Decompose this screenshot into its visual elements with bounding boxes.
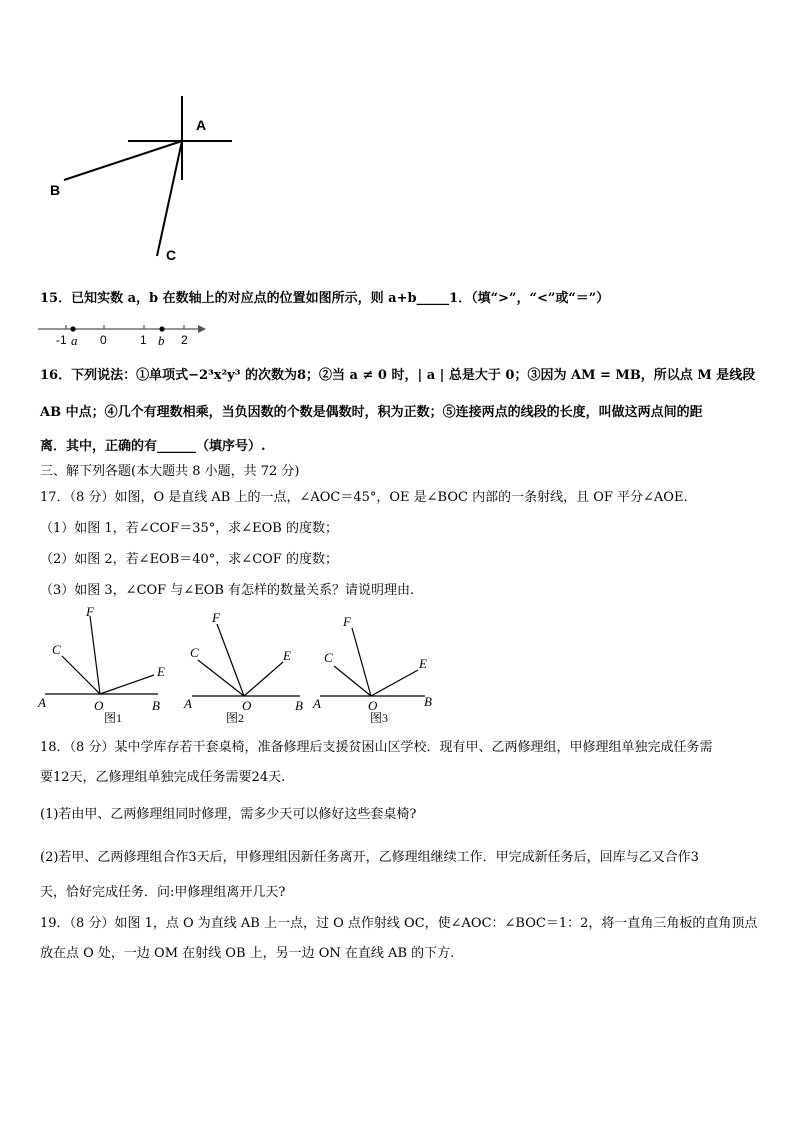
tick-b: b: [158, 333, 165, 348]
q18-part2-line1: (2)若甲、乙两修理组合作3天后，甲修理组因新任务离开，乙修理组继续工作．甲完成新任务后，回库与乙又合作3: [40, 850, 699, 865]
q16-line3: 离．其中，正确的有______（填序号）.: [40, 439, 266, 454]
figure-2: [183, 610, 303, 725]
figure-angle-abc: [40, 90, 260, 270]
ray-ab: [64, 141, 182, 180]
q17-figures: [30, 600, 450, 725]
fig1-label-f: F: [86, 604, 94, 619]
tick-a: a: [71, 333, 78, 348]
q17-part1: （1）如图 1，若∠COF＝35°，求∠EOB 的度数；: [40, 521, 338, 536]
fig2-label-f: F: [212, 610, 220, 625]
label-b: B: [50, 182, 61, 198]
q19-line2: 放在点 O 处，一边 OM 在射线 OB 上，另一边 ON 在直线 AB 的下方.: [40, 946, 455, 961]
tick-0: 0: [100, 333, 107, 347]
q18-part2-line2: 天，恰好完成任务．问:甲修理组离开几天?: [40, 885, 286, 900]
fig3-label-f: F: [343, 614, 351, 629]
fig3-label-c: C: [324, 650, 333, 665]
label-c: C: [166, 247, 177, 263]
tick-minus1: -1: [56, 333, 67, 347]
fig3-label-o: O: [368, 698, 378, 713]
fig3-label-e: E: [419, 656, 427, 671]
fig3-label-a: A: [313, 696, 321, 711]
tick-1: 1: [140, 333, 147, 347]
q15-text: 15．已知实数 a，b 在数轴上的对应点的位置如图所示，则 a+b_____1．（填“>”，“<”或“＝”）: [40, 291, 610, 306]
fig1-label-a: A: [38, 695, 46, 710]
fig1-label-o: O: [94, 698, 104, 713]
q16-line2: AB 中点；④几个有理数相乘，当负因数的个数是偶数时，积为正数；⑤连接两点的线段的长度，叫做这两点间的距: [40, 405, 703, 420]
q18-line1: 18．（8 分）某中学库存若干套桌椅，准备修理后支援贫困山区学校．现有甲、乙两修理组，甲修理组单独完成任务需: [40, 740, 713, 755]
q19-line1: 19．（8 分）如图 1，点 O 为直线 AB 上一点，过 O 点作射线 OC，使∠AOC：∠BOC＝1：2，将一直角三角板的直角顶点: [40, 916, 758, 931]
figure-3: [312, 614, 432, 725]
fig2-label-o: O: [242, 698, 252, 713]
q17-stem: 17．（8 分）如图，O 是直线 AB 上的一点，∠AOC＝45°，OE 是∠BOC 内部的一条射线，且 OF 平分∠AOE.: [40, 490, 688, 505]
label-a: A: [196, 117, 207, 133]
point-a: [70, 326, 75, 331]
arrow-icon: [198, 325, 206, 333]
figure-1: [37, 604, 165, 725]
fig1-label-e: E: [157, 664, 165, 679]
q16-line1: 16．下列说法：①单项式−2³x²y³ 的次数为8；②当 a ≠ 0 时，| a | 总是大于 0；③因为 AM = MB，所以点 M 是线段: [40, 368, 756, 383]
fig1-label-b: B: [152, 698, 160, 713]
fig2-label-a: A: [184, 696, 192, 711]
q17-part3: （3）如图 3，∠COF 与∠EOB 有怎样的数量关系？请说明理由.: [40, 583, 415, 598]
tick-2: 2: [181, 333, 188, 347]
fig2-label-e: E: [283, 648, 291, 663]
fig1-caption: 图1: [104, 711, 123, 725]
q18-part1: (1)若由甲、乙两修理组同时修理，需多少天可以修好这些套桌椅?: [40, 807, 417, 822]
point-b: [159, 326, 164, 331]
fig3-label-b: B: [424, 694, 432, 709]
fig2-label-b: B: [295, 698, 303, 713]
fig2-label-c: C: [190, 645, 199, 660]
q17-part2: （2）如图 2，若∠EOB＝40°，求∠COF 的度数；: [40, 552, 338, 567]
section3-title: 三、解下列各题(本大题共 8 小题，共 72 分): [40, 464, 300, 479]
fig3-caption: 图3: [370, 711, 389, 725]
q18-line2: 要12天，乙修理组单独完成任务需要24天.: [40, 770, 286, 785]
ray-ac: [157, 141, 182, 256]
fig2-caption: 图2: [226, 711, 245, 725]
fig1-label-c: C: [52, 642, 61, 657]
